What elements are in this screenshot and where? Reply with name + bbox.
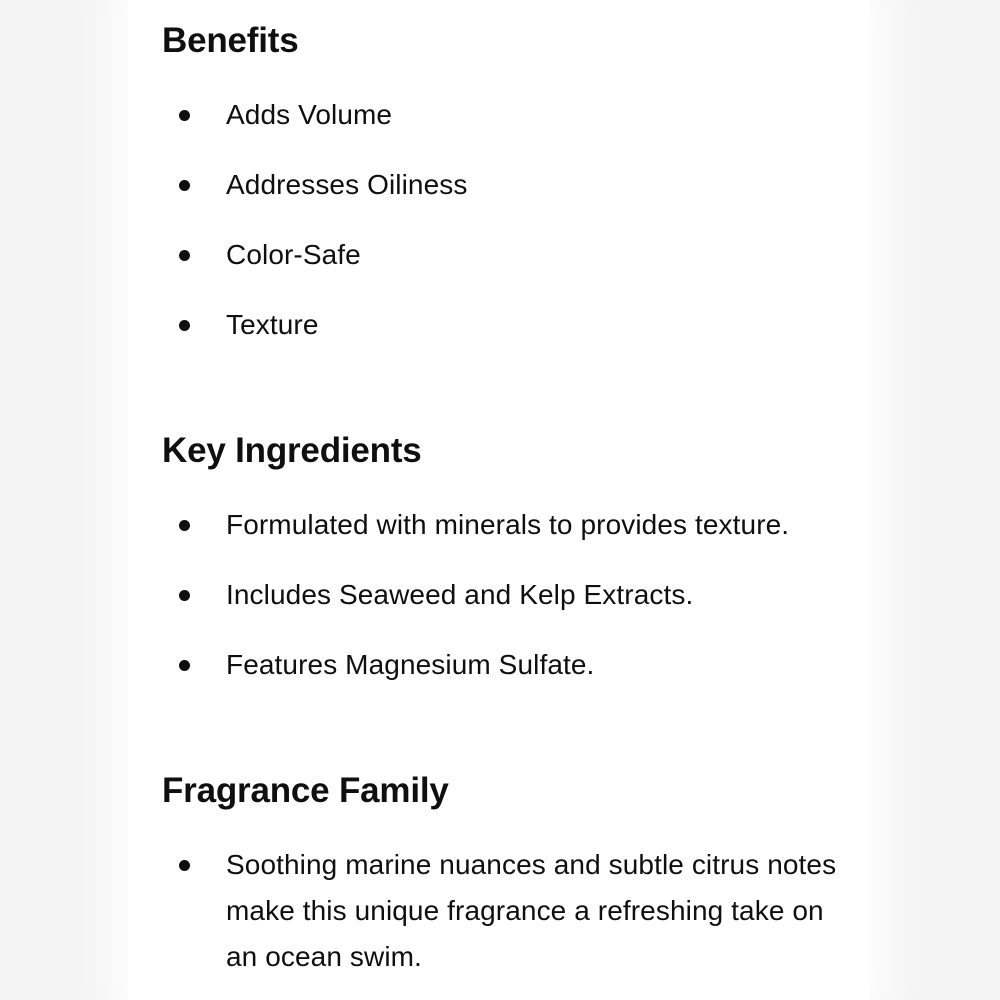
benefits-list <box>162 92 862 348</box>
bullet-icon <box>179 250 190 261</box>
bullet-icon <box>179 110 190 121</box>
key-ingredients-list <box>162 502 862 688</box>
list-item <box>162 232 862 278</box>
fragrance-family-heading: Fragrance Family <box>162 771 449 810</box>
benefit-label: Adds Volume <box>226 99 393 130</box>
list-item <box>162 302 862 348</box>
bullet-icon <box>179 860 190 871</box>
list-item <box>162 642 862 688</box>
ingredient-text: Includes Seaweed and Kelp Extracts. <box>226 579 694 610</box>
bullet-icon <box>179 660 190 671</box>
list-item <box>162 162 862 208</box>
bullet-icon <box>179 590 190 601</box>
product-details-panel <box>128 0 870 1000</box>
benefit-label: Color-Safe <box>226 239 361 270</box>
list-item <box>162 92 862 138</box>
fragrance-family-list <box>162 842 862 980</box>
bullet-icon <box>179 180 190 191</box>
bullet-icon <box>179 320 190 331</box>
fragrance-description: Soothing marine nuances and subtle citrus notes make this unique fragrance a refreshing take on an ocean swim. <box>226 849 837 972</box>
fragrance-family-section <box>162 770 862 980</box>
key-ingredients-heading: Key Ingredients <box>162 431 422 470</box>
list-item <box>162 842 862 980</box>
benefits-heading: Benefits <box>162 21 299 60</box>
ingredient-text: Formulated with minerals to provides texture. <box>226 509 790 540</box>
list-item <box>162 502 862 548</box>
bullet-icon <box>179 520 190 531</box>
key-ingredients-section <box>162 430 862 688</box>
ingredient-text: Features Magnesium Sulfate. <box>226 649 595 680</box>
list-item <box>162 572 862 618</box>
benefit-label: Addresses Oiliness <box>226 169 468 200</box>
benefit-label: Texture <box>226 309 319 340</box>
benefits-section <box>162 20 862 348</box>
